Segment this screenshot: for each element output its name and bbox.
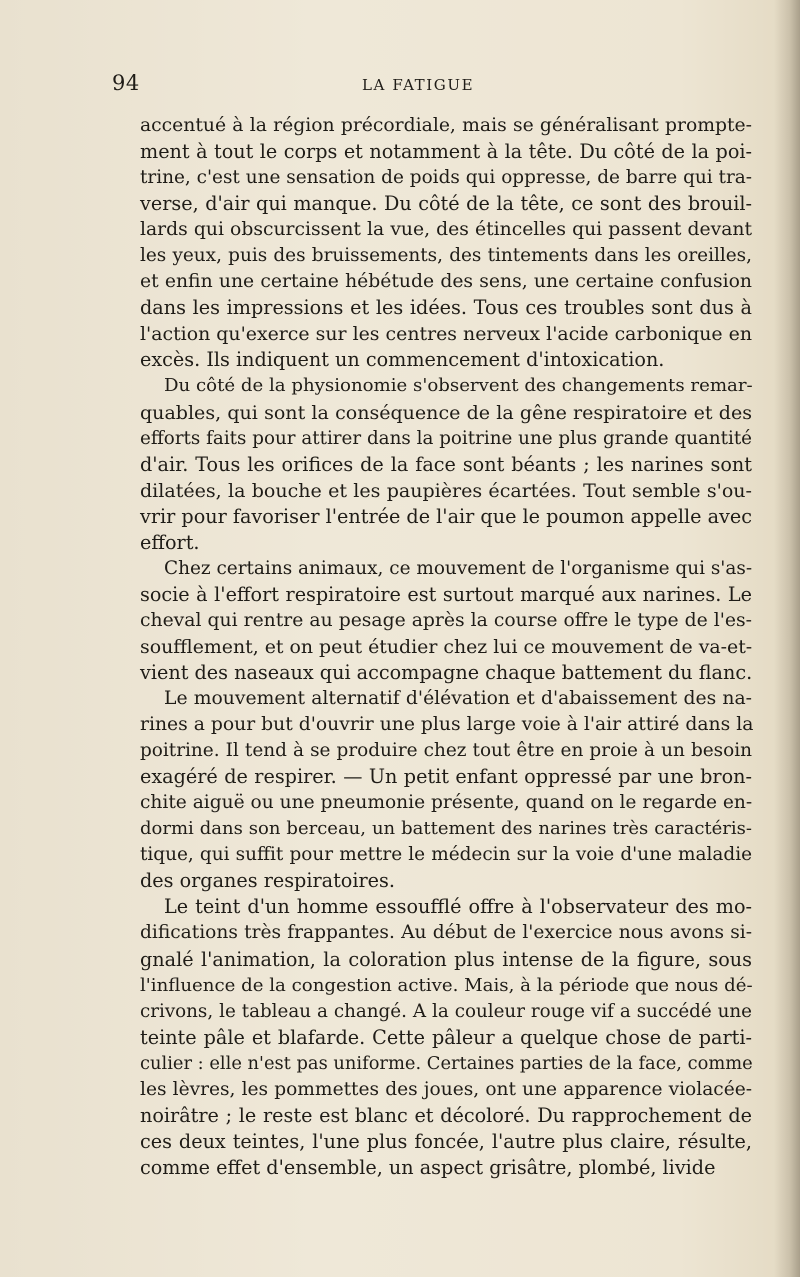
text-line: teinte pâle et blafarde. Cette pâleur a quelque chose de parti- xyxy=(140,1025,752,1049)
page-header xyxy=(112,71,752,99)
text-line: lards qui obscurcissent la vue, des étincelles qui passent devant xyxy=(140,219,752,241)
page-number: 94 xyxy=(112,71,140,95)
text-line: vient des naseaux qui accompagne chaque battement du flanc. xyxy=(140,660,753,684)
text-line: les lèvres, les pommettes des joues, ont une apparence violacée- xyxy=(140,1078,752,1100)
page-edge-shadow xyxy=(774,0,800,1277)
text-line: soufflement, et on peut étudier chez lui ce mouvement de va-et- xyxy=(140,635,753,658)
text-line: Du côté de la physionomie s'observent des changements remar- xyxy=(164,375,753,397)
text-line: difications très frappantes. Au début de l'exercice nous avons si- xyxy=(140,922,752,944)
text-line: trine, c'est une sensation de poids qui oppresse, de barre qui tra- xyxy=(140,167,752,189)
text-line: ces deux teintes, l'une plus foncée, l'autre plus claire, résulte, xyxy=(140,1129,752,1153)
text-line: Chez certains animaux, ce mouvement de l'organisme qui s'as- xyxy=(164,557,753,579)
text-line: efforts faits pour attirer dans la poitrine une plus grande quantité xyxy=(140,427,752,449)
running-head: LA FATIGUE xyxy=(362,76,475,94)
text-line: dilatées, la bouche et les paupières écartées. Tout semble s'ou- xyxy=(140,479,752,502)
text-line: effort. xyxy=(140,530,200,554)
text-line: verse, d'air qui manque. Du côté de la tête, ce sont des brouil- xyxy=(140,192,752,216)
text-line: socie à l'effort respiratoire est surtout marqué aux narines. Le xyxy=(140,582,752,606)
text-line: tique, qui suffit pour mettre le médecin sur la voie d'une maladie xyxy=(140,844,752,866)
text-line: ment à tout le corps et notamment à la tête. Du côté de la poi- xyxy=(140,140,752,164)
text-line: d'air. Tous les orifices de la face sont béants ; les narines sont xyxy=(140,452,752,476)
text-line: vrir pour favoriser l'entrée de l'air que le poumon appelle avec xyxy=(140,504,752,528)
body-text xyxy=(140,113,752,1181)
text-line: l'influence de la congestion active. Mais, à la période que nous dé- xyxy=(140,974,753,996)
text-line: cheval qui rentre au pesage après la course offre le type de l'es- xyxy=(140,609,752,631)
text-line: et enfin une certaine hébétude des sens, une certaine confusion xyxy=(140,271,752,293)
text-line: quables, qui sont la conséquence de la gêne respiratoire et des xyxy=(140,401,752,424)
text-line: dormi dans son berceau, un battement des narines très caractéris- xyxy=(140,818,752,840)
text-line: Le mouvement alternatif d'élévation et d'abaissement des na- xyxy=(164,688,752,710)
text-line: comme effet d'ensemble, un aspect grisâtre, plombé, livide xyxy=(140,1155,716,1179)
text-line: des organes respiratoires. xyxy=(140,869,395,893)
text-line: poitrine. Il tend à se produire chez tout être en proie à un besoin xyxy=(140,740,752,762)
text-line: excès. Ils indiquent un commencement d'intoxication. xyxy=(140,348,665,372)
text-line: Le teint d'un homme essoufflé offre à l'observateur des mo- xyxy=(164,895,752,919)
text-line: culier : elle n'est pas uniforme. Certaines parties de la face, comme xyxy=(140,1052,753,1074)
text-line: accentué à la région précordiale, mais se généralisant prompte- xyxy=(140,115,752,136)
text-line: chite aiguë ou une pneumonie présente, quand on le regarde en- xyxy=(140,792,753,814)
text-line: exagéré de respirer. — Un petit enfant oppressé par une bron- xyxy=(140,765,752,789)
text-line: l'action qu'exerce sur les centres nerveux l'acide carbonique en xyxy=(140,323,752,346)
text-line: rines a pour but d'ouvrir une plus large voie à l'air attiré dans la xyxy=(140,714,754,736)
text-line: dans les impressions et les idées. Tous ces troubles sont dus à xyxy=(140,296,752,320)
text-line: noirâtre ; le reste est blanc et décoloré. Du rapprochement de xyxy=(140,1103,752,1127)
text-line: gnalé l'animation, la coloration plus intense de la figure, sous xyxy=(140,947,752,971)
text-line: les yeux, puis des bruissements, des tintements dans les oreilles, xyxy=(140,245,752,267)
text-line: crivons, le tableau a changé. A la couleur rouge vif a succédé une xyxy=(140,1000,752,1022)
